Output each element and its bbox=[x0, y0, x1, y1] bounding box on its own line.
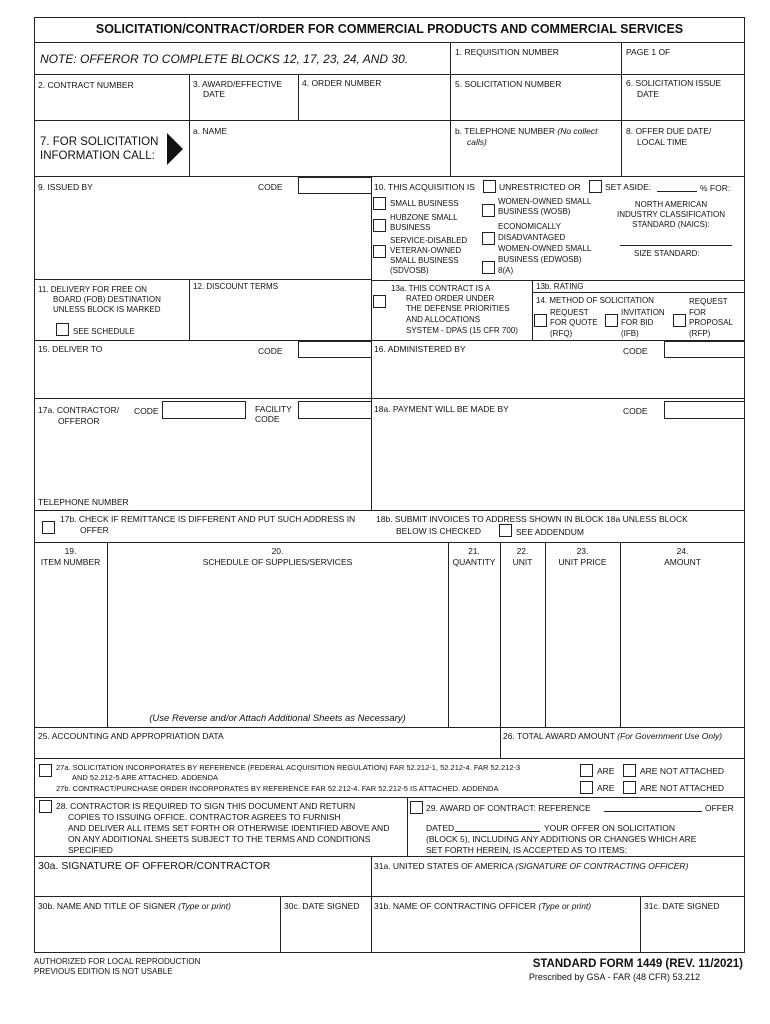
naics-label: NORTH AMERICAN bbox=[634, 200, 708, 209]
27b-are-checkbox[interactable] bbox=[580, 781, 593, 794]
edwosb-checkbox[interactable] bbox=[482, 232, 495, 245]
block-28-label-3: AND DELIVER ALL ITEMS SET FORTH OR OTHERWISE IDENTIFIED ABOVE AND bbox=[68, 823, 390, 833]
col-20-number: 20. bbox=[271, 546, 284, 556]
rfp-label-3: PROPOSAL bbox=[689, 318, 734, 327]
unrestricted-checkbox[interactable] bbox=[483, 180, 496, 193]
dpas-checkbox[interactable] bbox=[373, 295, 386, 308]
footer-previous-edition: PREVIOUS EDITION IS NOT USABLE bbox=[34, 967, 173, 976]
rfp-checkbox[interactable] bbox=[673, 314, 686, 327]
border-left bbox=[34, 17, 35, 953]
block-28-label-2: COPIES TO ISSUING OFFICE. CONTRACTOR AGREES TO FURNISH bbox=[68, 812, 341, 822]
block-25-label: 25. ACCOUNTING AND APPROPRIATION DATA bbox=[38, 731, 224, 741]
col-21-header: QUANTITY bbox=[452, 557, 496, 567]
rfp-label-2: FOR bbox=[689, 308, 706, 317]
block-17a-label: 17a. CONTRACTOR/ bbox=[38, 405, 120, 415]
set-aside-checkbox[interactable] bbox=[589, 180, 602, 193]
block-18a-code-field[interactable] bbox=[664, 401, 745, 419]
edwosb-label: ECONOMICALLY bbox=[498, 222, 561, 231]
prescribed-by: Prescribed by GSA - FAR (48 CFR) 53.212 bbox=[528, 972, 700, 982]
27a-are-not-checkbox[interactable] bbox=[623, 764, 636, 777]
block-13a-label-5: SYSTEM - DPAS (15 CFR 700) bbox=[406, 326, 518, 335]
8a-checkbox[interactable] bbox=[482, 261, 495, 274]
block-14-label: 14. METHOD OF SOLICITATION bbox=[536, 296, 654, 305]
sdvosb-label: SERVICE-DISABLED bbox=[390, 236, 468, 245]
see-schedule-label: SEE SCHEDULE bbox=[73, 327, 135, 336]
block-8-label-2: LOCAL TIME bbox=[637, 137, 688, 147]
block-13a-label-4: AND ALLOCATIONS bbox=[406, 315, 481, 324]
sdvosb-checkbox[interactable] bbox=[373, 245, 386, 258]
block-7-label-2: INFORMATION CALL: bbox=[40, 150, 155, 162]
block-31b-label: 31b. NAME OF CONTRACTING OFFICER (Type or print) bbox=[374, 901, 592, 911]
block-6-label-2: DATE bbox=[637, 89, 660, 99]
27a-are-label: ARE bbox=[597, 766, 615, 776]
rfp-label: REQUEST bbox=[689, 297, 728, 306]
block-15-code-label: CODE bbox=[258, 346, 283, 356]
wosb-label: WOMEN-OWNED SMALL bbox=[498, 197, 592, 206]
block-28-checkbox[interactable] bbox=[39, 800, 52, 813]
block-28-label: 28. CONTRACTOR IS REQUIRED TO SIGN THIS DOCUMENT AND RETURN bbox=[56, 801, 356, 811]
ifb-label-2: FOR BID bbox=[621, 318, 654, 327]
block-28-label-5: SPECIFIED bbox=[68, 845, 113, 855]
block-27a-label-2: AND 52.212-5 ARE ATTACHED. ADDENDA bbox=[72, 773, 219, 782]
block-13a-label: 13a. THIS CONTRACT IS A bbox=[391, 284, 491, 293]
block-7-label: 7. FOR SOLICITATION bbox=[40, 136, 159, 148]
block-29-offer-label: OFFER bbox=[705, 803, 734, 813]
edwosb-label-4: BUSINESS (EDWOSB) bbox=[498, 255, 582, 264]
block-18b-label-2: BELOW IS CHECKED bbox=[396, 526, 482, 536]
block-13a-label-3: THE DEFENSE PRIORITIES bbox=[406, 304, 510, 313]
block-16-label: 16. ADMINISTERED BY bbox=[374, 344, 466, 354]
percent-for-label: % FOR: bbox=[700, 183, 731, 193]
col-24-number: 24. bbox=[676, 546, 689, 556]
col-20-header: SCHEDULE OF SUPPLIES/SERVICES bbox=[202, 557, 353, 567]
27b-are-label: ARE bbox=[597, 783, 615, 793]
small-business-label: SMALL BUSINESS bbox=[390, 199, 459, 208]
block-17a-label-2: OFFEROR bbox=[58, 416, 100, 426]
sdvosb-label-2: VETERAN-OWNED bbox=[390, 246, 462, 255]
block-4-label: 4. ORDER NUMBER bbox=[302, 78, 382, 88]
block-1-label: 1. REQUISITION NUMBER bbox=[455, 47, 559, 57]
wosb-label-2: BUSINESS (WOSB) bbox=[498, 207, 571, 216]
naics-label-3: STANDARD (NAICS): bbox=[632, 220, 710, 229]
block-11-label-3: UNLESS BLOCK IS MARKED bbox=[53, 305, 161, 314]
block-18a-code-label: CODE bbox=[623, 406, 648, 416]
block-9-code-field[interactable] bbox=[298, 177, 372, 194]
col-23-header: UNIT PRICE bbox=[558, 557, 607, 567]
block-11-label: 11. DELIVERY FOR FREE ON bbox=[38, 285, 147, 294]
remittance-checkbox[interactable] bbox=[42, 521, 55, 534]
rfq-label-3: (RFQ) bbox=[550, 329, 573, 338]
rfq-label: REQUEST bbox=[550, 308, 589, 317]
facility-code-label: FACILITY bbox=[255, 404, 292, 414]
block-17b-label: 17b. CHECK IF REMITTANCE IS DIFFERENT AND PUT SUCH ADDRESS IN bbox=[60, 514, 356, 524]
block-10-label: 10. THIS ACQUISITION IS bbox=[374, 182, 475, 192]
size-standard-label: SIZE STANDARD: bbox=[634, 249, 700, 258]
rfp-label-4: (RFP) bbox=[689, 329, 711, 338]
see-addendum-checkbox[interactable] bbox=[499, 524, 512, 537]
border-top bbox=[34, 17, 745, 18]
sdvosb-label-4: (SDVOSB) bbox=[390, 266, 429, 275]
small-business-checkbox[interactable] bbox=[373, 197, 386, 210]
unrestricted-label: UNRESTRICTED OR bbox=[499, 182, 581, 192]
block-11-label-2: BOARD (FOB) DESTINATION bbox=[53, 295, 161, 304]
block-7a-label: a. NAME bbox=[193, 126, 228, 136]
offeror-note: NOTE: OFFEROR TO COMPLETE BLOCKS 12, 17, 23, 24, AND 30. bbox=[40, 52, 409, 66]
8a-label: 8(A) bbox=[498, 266, 514, 275]
ifb-checkbox[interactable] bbox=[605, 314, 618, 327]
hubzone-checkbox[interactable] bbox=[373, 219, 386, 232]
wosb-checkbox[interactable] bbox=[482, 204, 495, 217]
block-17b-label-2: OFFER bbox=[80, 525, 109, 535]
hubzone-label-2: BUSINESS bbox=[390, 223, 431, 232]
block-29-dated-label: DATED bbox=[426, 823, 455, 833]
block-15-label: 15. DELIVER TO bbox=[38, 344, 103, 354]
block-16-code-label: CODE bbox=[623, 346, 648, 356]
block-29-line-3: SET FORTH HEREIN, IS ACCEPTED AS TO ITEMS: bbox=[426, 845, 628, 855]
ifb-label: INVITATION bbox=[621, 308, 665, 317]
col-23-number: 23. bbox=[576, 546, 589, 556]
block-26-label: 26. TOTAL AWARD AMOUNT (For Government Use Only) bbox=[503, 731, 723, 741]
block-18b-label: 18b. SUBMIT INVOICES TO ADDRESS SHOWN IN BLOCK 18a UNLESS BLOCK bbox=[376, 514, 688, 524]
27b-are-not-checkbox[interactable] bbox=[623, 781, 636, 794]
see-schedule-checkbox[interactable] bbox=[56, 323, 69, 336]
block-30c-label: 30c. DATE SIGNED bbox=[284, 901, 360, 911]
hubzone-label: HUBZONE SMALL bbox=[390, 213, 458, 222]
block-2-label: 2. CONTRACT NUMBER bbox=[38, 80, 134, 90]
block-27a-label: 27a. SOLICITATION INCORPORATES BY REFERENCE (FEDERAL ACQUISITION REGULATION) FAR 52.212-1, 52.212-4. FAR 52.212-3 bbox=[56, 763, 521, 772]
block-31c-label: 31c. DATE SIGNED bbox=[644, 901, 720, 911]
block-7b-label-2: calls) bbox=[467, 137, 487, 147]
block-29-checkbox[interactable] bbox=[410, 801, 423, 814]
block-29-your-offer-label: YOUR OFFER ON SOLICITATION bbox=[544, 823, 675, 833]
27a-are-checkbox[interactable] bbox=[580, 764, 593, 777]
27b-are-not-label: ARE NOT ATTACHED bbox=[640, 783, 725, 793]
col-24-header: AMOUNT bbox=[664, 557, 701, 567]
block-17a-code-field[interactable] bbox=[162, 401, 246, 419]
facility-code-field[interactable] bbox=[298, 401, 372, 419]
block-13b-label: 13b. RATING bbox=[536, 282, 584, 291]
block-28-label-4: ON ANY ADDITIONAL SHEETS SUBJECT TO THE TERMS AND CONDITIONS bbox=[68, 834, 371, 844]
set-aside-label: SET ASIDE: bbox=[605, 182, 652, 192]
edwosb-label-2: DISADVANTAGED bbox=[498, 233, 566, 242]
see-addendum-label: SEE ADDENDUM bbox=[516, 527, 585, 537]
block-15-code-field[interactable] bbox=[298, 341, 372, 358]
naics-label-2: INDUSTRY CLASSIFICATION bbox=[616, 210, 726, 219]
telephone-label: TELEPHONE NUMBER bbox=[38, 497, 129, 507]
sdvosb-label-3: SMALL BUSINESS bbox=[390, 256, 459, 265]
block-27b-label: 27b. CONTRACT/PURCHASE ORDER INCORPORATES BY REFERENCE FAR 52.212-4. FAR 52.212-5 IS ATTACHED. ADDENDA bbox=[56, 784, 499, 793]
block-31a-label: 31a. UNITED STATES OF AMERICA (SIGNATURE OF CONTRACTING OFFICER) bbox=[374, 861, 689, 871]
form-number: STANDARD FORM 1449 (REV. 11/2021) bbox=[532, 958, 743, 970]
27a-are-not-label: ARE NOT ATTACHED bbox=[640, 766, 725, 776]
block-16-code-field[interactable] bbox=[664, 341, 745, 358]
footer-authorized: AUTHORIZED FOR LOCAL REPRODUCTION bbox=[34, 957, 201, 966]
block-8-label: 8. OFFER DUE DATE/ bbox=[626, 126, 712, 136]
block-13a-label-2: RATED ORDER UNDER bbox=[406, 294, 495, 303]
block-9-code-label: CODE bbox=[258, 182, 283, 192]
block-30a-label: 30a. SIGNATURE OF OFFEROR/CONTRACTOR bbox=[38, 860, 271, 872]
block-9-label: 9. ISSUED BY bbox=[38, 182, 93, 192]
block-5-label: 5. SOLICITATION NUMBER bbox=[455, 79, 562, 89]
rfq-checkbox[interactable] bbox=[534, 314, 547, 327]
block-17a-code-label: CODE bbox=[134, 406, 159, 416]
block-3-label-2: DATE bbox=[203, 89, 226, 99]
page-label: PAGE 1 OF bbox=[626, 47, 671, 57]
arrow-right-icon bbox=[167, 133, 183, 165]
form-title: SOLICITATION/CONTRACT/ORDER FOR COMMERCIAL PRODUCTS AND COMMERCIAL SERVICES bbox=[95, 22, 684, 36]
col-21-number: 21. bbox=[468, 546, 480, 556]
block-6-label: 6. SOLICITATION ISSUE bbox=[626, 78, 722, 88]
border-bottom bbox=[34, 952, 745, 953]
ifb-label-3: (IFB) bbox=[621, 329, 639, 338]
block-29-line-2: (BLOCK 5), INCLUDING ANY ADDITIONS OR CHANGES WHICH ARE bbox=[426, 834, 697, 844]
facility-code-label-2: CODE bbox=[255, 414, 280, 424]
block-7b-label: b. TELEPHONE NUMBER (No collect bbox=[455, 126, 598, 136]
block-27a-checkbox[interactable] bbox=[39, 764, 52, 777]
block-29-label: 29. AWARD OF CONTRACT: REFERENCE bbox=[426, 803, 591, 813]
border-right bbox=[744, 17, 745, 953]
block-30b-label: 30b. NAME AND TITLE OF SIGNER (Type or print) bbox=[38, 901, 231, 911]
edwosb-label-3: WOMEN-OWNED SMALL bbox=[498, 244, 592, 253]
col-22-number: 22. bbox=[516, 546, 529, 556]
block-12-label: 12. DISCOUNT TERMS bbox=[193, 282, 279, 291]
col-19-number: 19. bbox=[64, 546, 77, 556]
reverse-note: (Use Reverse and/or Attach Additional Sheets as Necessary) bbox=[149, 713, 406, 724]
col-22-header: UNIT bbox=[512, 557, 533, 567]
block-3-label: 3. AWARD/EFFECTIVE bbox=[193, 79, 283, 89]
rfq-label-2: FOR QUOTE bbox=[550, 318, 598, 327]
col-19-header: ITEM NUMBER bbox=[40, 557, 101, 567]
block-18a-label: 18a. PAYMENT WILL BE MADE BY bbox=[374, 404, 509, 414]
